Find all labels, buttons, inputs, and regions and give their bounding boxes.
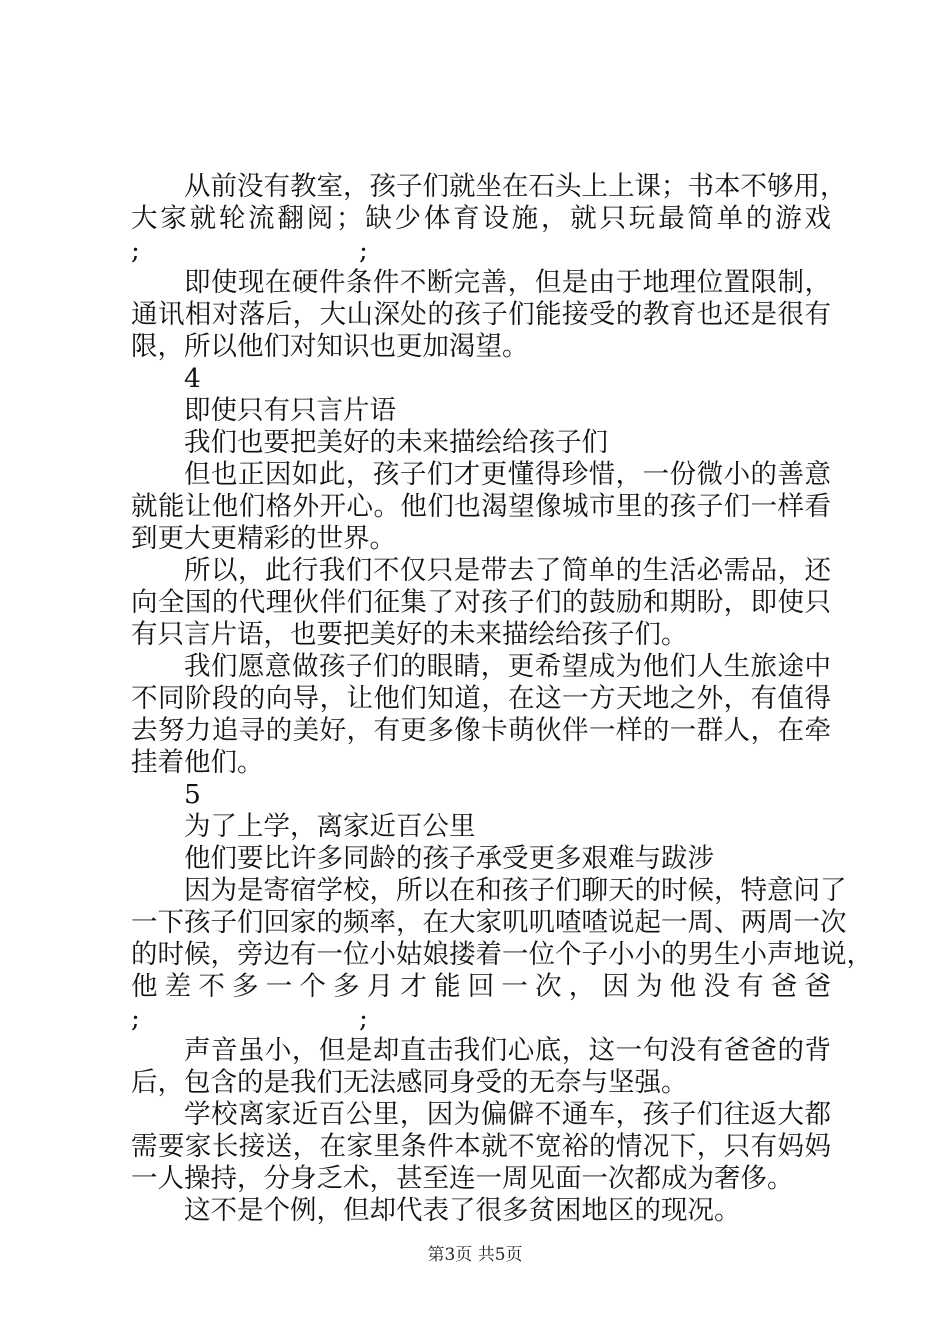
paragraph-1 xyxy=(131,171,847,267)
semicolon-mark: ; xyxy=(359,1003,368,1034)
semicolon-mark: ; xyxy=(131,1003,140,1034)
section-5-subheading: 他们要比许多同龄的孩子承受更多艰难与跋涉 xyxy=(184,843,714,874)
page-number-label: 第3页 共5页 xyxy=(427,1245,523,1265)
paragraph-3: 但也正因如此，孩子们才更懂得珍惜，一份微小的善意就能让他们格外开心。他们也渴望像城市里的孩子们一样看到更大更精彩的世界。 xyxy=(131,459,831,554)
paragraph-8: 学校离家近百公里，因为偏僻不通车，孩子们往返大都需要家长接送，在家里条件本就不宽裕的情况下，只有妈妈一人操持，分身乏术，甚至连一周见面一次都成为奢侈。 xyxy=(131,1099,831,1194)
section-number-4: 4 xyxy=(184,363,201,394)
paragraph-6-line-3: 的时候，旁边有一位小姑娘搂着一位个子小小的男生小声地说， xyxy=(131,939,873,970)
paragraph-1-line-2: 大家就轮流翻阅；缺少体育设施，就只玩最简单的游戏 xyxy=(131,203,831,234)
paragraph-6-semicolon-row xyxy=(131,1003,831,1035)
paragraph-7: 声音虽小，但是却直击我们心底，这一句没有爸爸的背后，包含的是我们无法感同身受的无奈与坚强。 xyxy=(131,1035,831,1098)
section-4-subheading: 我们也要把美好的未来描绘给孩子们 xyxy=(184,427,608,458)
paragraph-1-semicolon-row xyxy=(131,235,831,267)
paragraph-6-line-1: 因为是寄宿学校，所以在和孩子们聊天的时候，特意问了 xyxy=(184,875,847,906)
paragraph-2: 即使现在硬件条件不断完善，但是由于地理位置限制，通讯相对落后，大山深处的孩子们能接受的教育也还是很有限，所以他们对知识也更加渴望。 xyxy=(131,267,831,362)
paragraph-1-line-1: 从前没有教室，孩子们就坐在石头上上课；书本不够用， xyxy=(184,171,847,202)
paragraph-5: 我们愿意做孩子们的眼睛，更希望成为他们人生旅途中不同阶段的向导，让他们知道，在这一方天地之外，有值得去努力追寻的美好，有更多像卡萌伙伴一样的一群人，在牵挂着他们。 xyxy=(131,651,831,778)
semicolon-mark: ; xyxy=(359,235,368,266)
paragraph-4: 所以，此行我们不仅只是带去了简单的生活必需品，还向全国的代理伙伴们征集了对孩子们的鼓励和期盼，即使只有只言片语，也要把美好的未来描绘给孩子们。 xyxy=(131,555,831,650)
section-number-5: 5 xyxy=(184,779,201,810)
semicolon-mark: ; xyxy=(131,235,140,266)
body-text xyxy=(131,171,873,1227)
section-4-heading: 即使只有只言片语 xyxy=(184,395,396,426)
section-5-heading: 为了上学，离家近百公里 xyxy=(184,811,476,842)
paragraph-9: 这不是个例，但却代表了很多贫困地区的现况。 xyxy=(184,1195,741,1226)
paragraph-6-line-4: 他差不多一个多月才能回一次，因为他没有爸爸 xyxy=(131,971,831,1002)
paragraph-6 xyxy=(131,875,873,1035)
page-footer xyxy=(0,1244,950,1266)
paragraph-6-line-2: 一下孩子们回家的频率，在大家叽叽喳喳说起一周、两周一次 xyxy=(131,907,847,938)
